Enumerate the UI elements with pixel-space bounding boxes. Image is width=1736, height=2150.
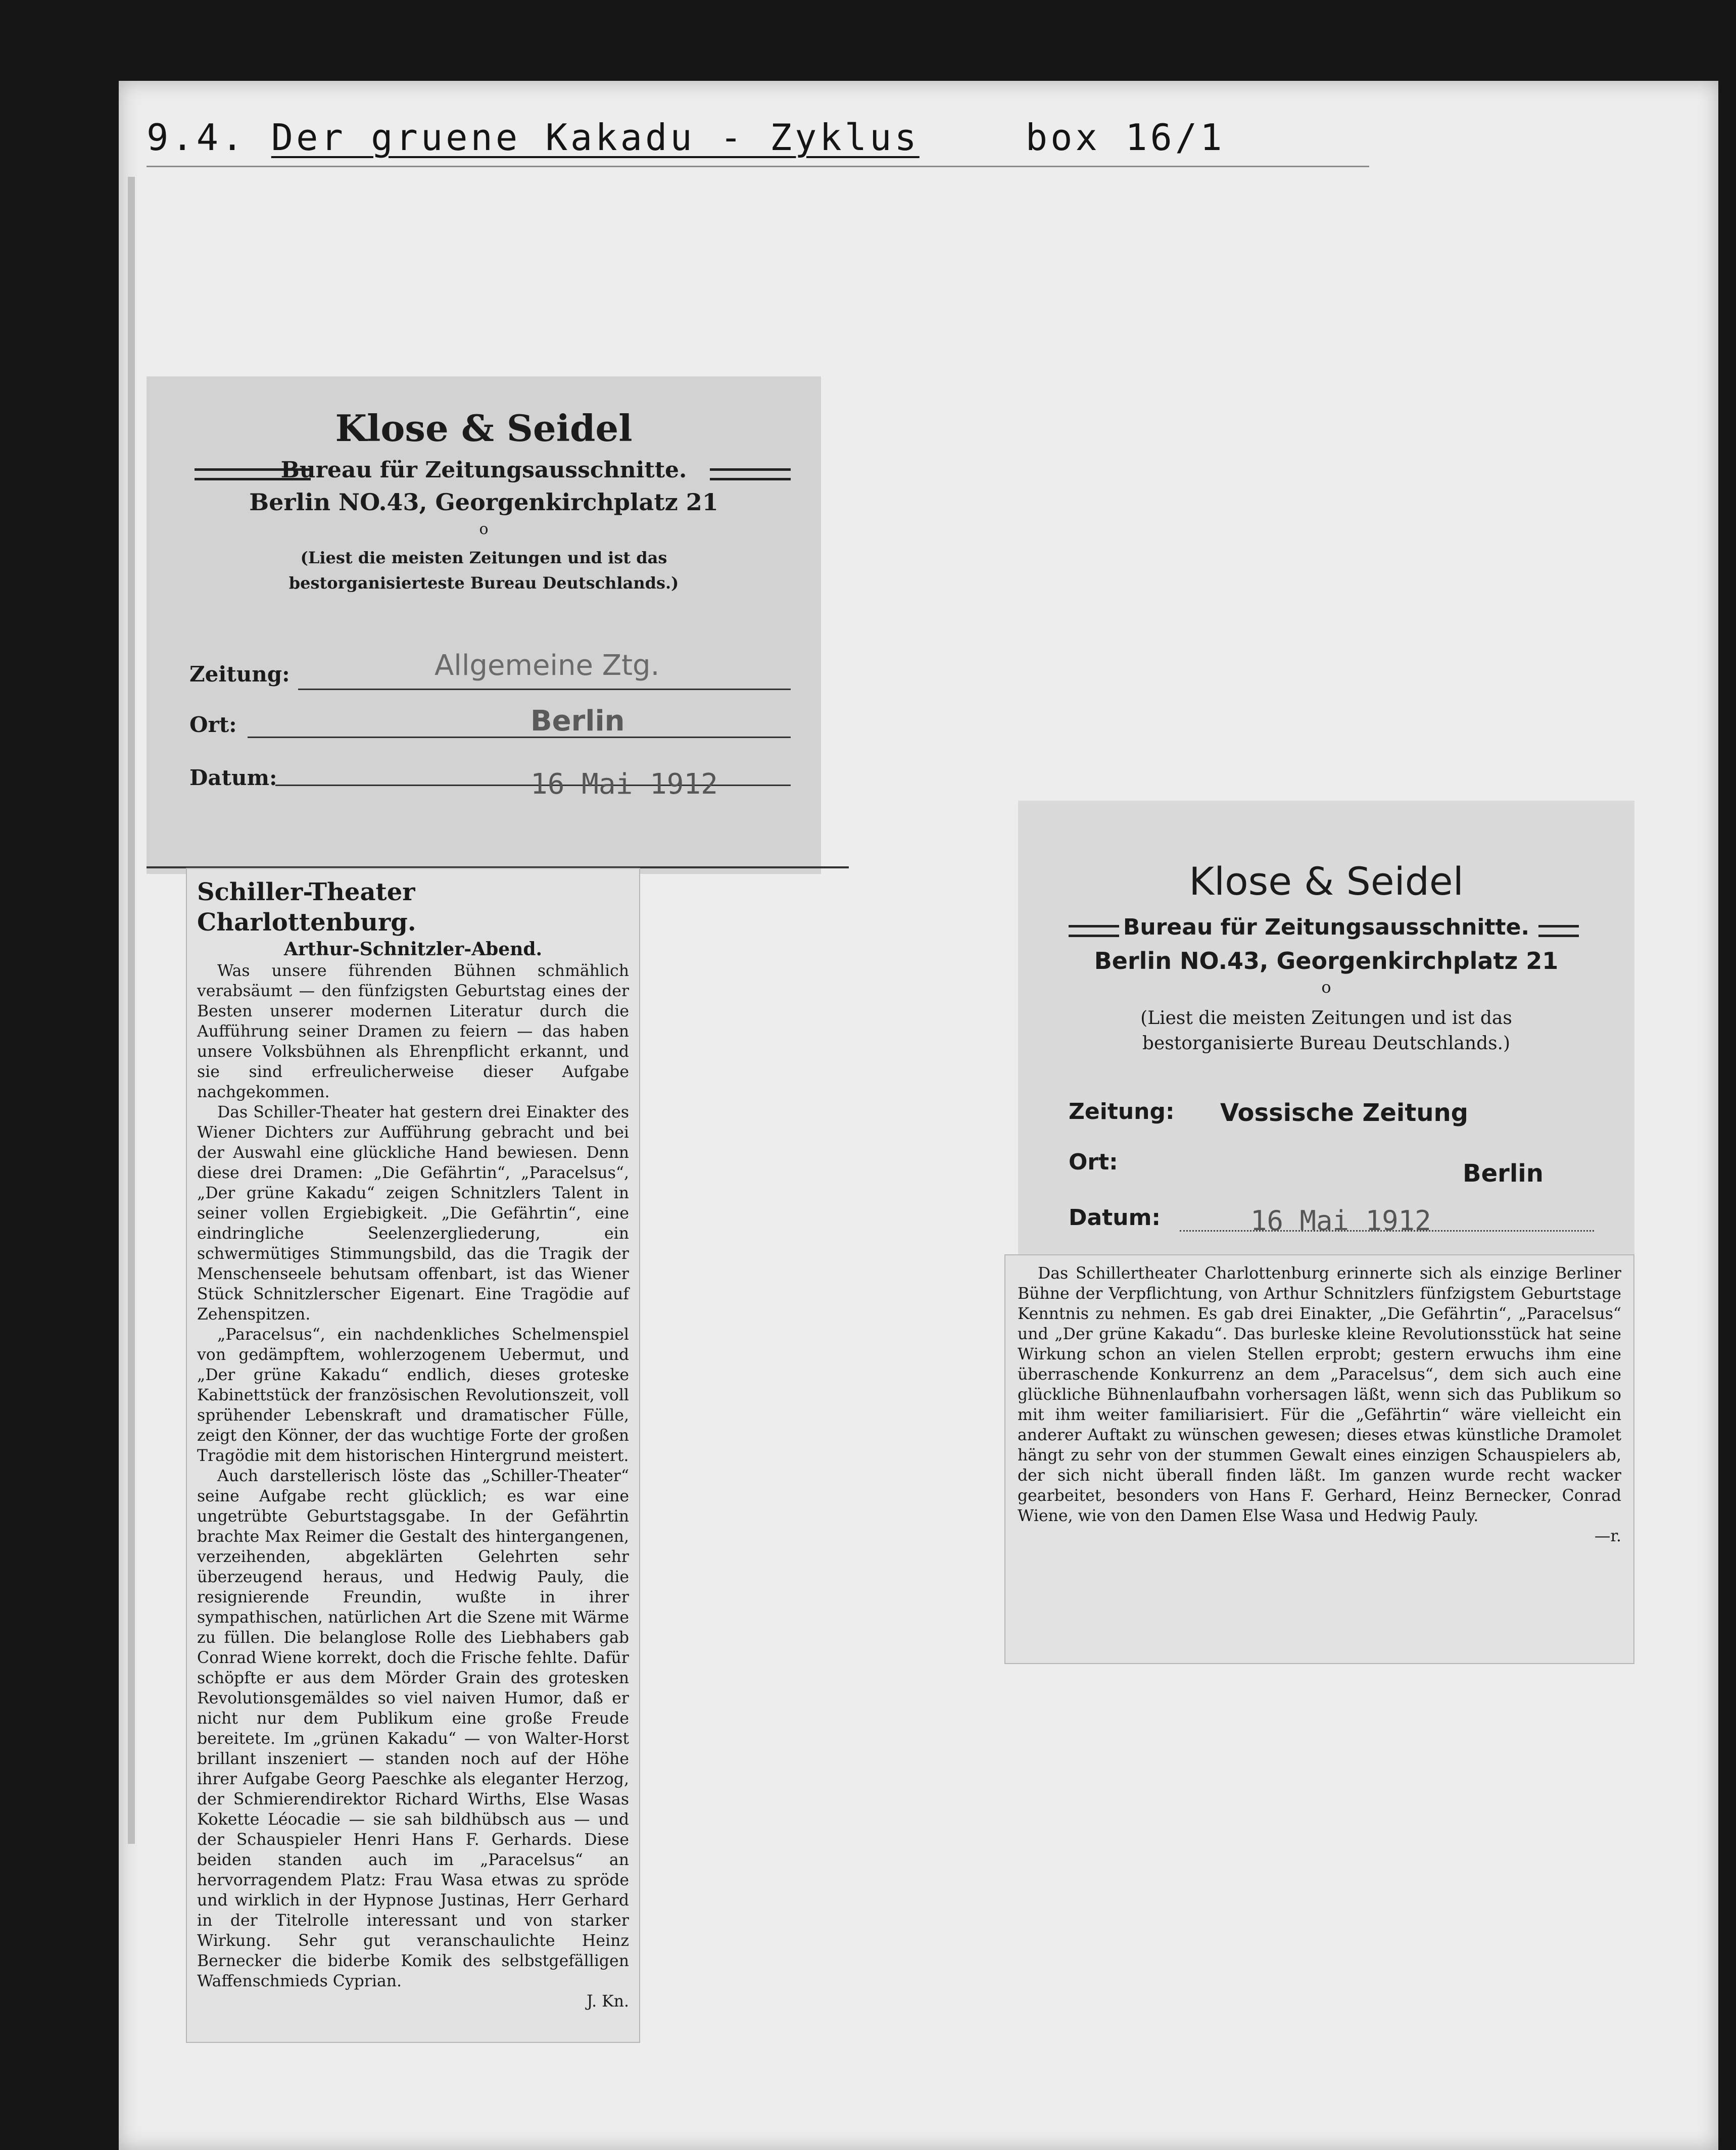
field-datum: Datum:	[1069, 1205, 1161, 1231]
article-title: Schiller-Theater Charlottenburg.	[197, 878, 416, 937]
article-signature: —r.	[1594, 1527, 1621, 1545]
article-paragraph: Das Schillertheater Charlottenburg erinnerte sich als einzige Berliner Bühne der Verpflichtung, von Arthur Schnitzlers fünfzigstem Geburtstage Kenntnis zu nehmen. Es gab drei Einakter, „Die Gefährtin“, „Paracelsus“ und „Der grüne Kakadu“. Das burleske kleine Revolutionsstück hat seine Wirkung schon an vielen Stellen erprobt; gestern erwuchs ihm eine überraschende Konkurrenz an dem „Paracelsus“, dem sich auch eine glückliche Bühnenlaufbahn vorhersagen läßt, wenn sich das Publikum so mit ihm weiter familiarisiert. Für die „Gefährtin“ wäre vielleicht ein anderer Auftakt zu wünschen gewesen; dieses etwas künstliche Dramolet hängt zu sehr von der stummen Gewalt eines einzigen Schauspielers ab, der sich nicht überall finden läßt. Im ganzen wurde recht wacker gearbeitet, besonders von Hans F. Gerhard, Heinz Bernecker, Conrad Wiene, wie von den Damen Else Wasa und Hedwig Pauly.	[1018, 1264, 1621, 1525]
field-zeitung: Zeitung:	[189, 662, 290, 687]
company-name: Klose & Seidel	[1189, 859, 1464, 904]
stamp-ort: Berlin	[531, 705, 625, 738]
field-ort: Ort:	[189, 712, 237, 737]
stamp-zeitung: Vossische Zeitung	[1220, 1099, 1469, 1127]
article-paragraph: Was unsere führenden Bühnen schmählich verabsäumt — den fünfzigsten Geburtstag eines der Besten unserer modernen Literatur durch die Aufführung seiner Dramen zu feiern — das haben unsere Volksbühnen als Ehrenpflicht erkannt, und sie sind erfreulicherweise dieser Aufgabe nachgekommen.	[197, 962, 629, 1101]
article-paragraph: Auch darstellerisch löste das „Schiller-Theater“ seine Aufgabe recht glücklich; es war eine ungetrübte Geburtstagsgabe. In der Gefährtin brachte Max Reimer die Gestalt des hintergangenen, verzeihenden, abgeklärten Gelehrten sehr überzeugend heraus, und Hedwig Pauly, die resignierende Freundin, wußte in ihrer sympathischen, natürlichen Art die Szene mit Wärme zu füllen. Die belanglose Rolle des Liebhabers gab Conrad Wiene korrekt, doch die Frische fehlte. Dafür schöpfte er aus dem Mörder Grain des grotesken Revolutionsgemäldes so viel naiven Humor, daß er nicht nur dem Publikum eine große Freude bereitete. Im „grünen Kakadu“ — von Walter-Horst brillant inszeniert — standen noch auf der Höhe ihrer Aufgabe Georg Paeschke als eleganter Herzog, der Schmierendirektor Richard Wirths, Else Wasas Kokette Léocadie — sie sah bildhübsch aus — und der Schauspieler Henri Hans F. Gerhards. Diese beiden standen auch im „Paracelsus“ an hervorragendem Platz: Frau Wasa etwas zu spröde und wirklich in der Hypnose Justinas, Herr Gerhard in der Titelrolle interessant und von starker Wirkung. Sehr gut veranschaulichte Heinz Bernecker die biderbe Komik des selbstgefälligen Waffenschmieds Cyprian.	[197, 1467, 629, 1990]
article-clipping-1	[187, 869, 639, 2042]
stamp-datum: 16 Mai 1912	[531, 768, 718, 801]
tagline-line-2: bestorganisierte Bureau Deutschlands.)	[1142, 1033, 1511, 1054]
bureau-service: Bureau für Zeitungsausschnitte.	[280, 457, 687, 483]
stamp-datum: 16 Mai 1912	[1250, 1205, 1431, 1237]
box-number: box 16/1	[1025, 116, 1225, 159]
field-datum: Datum:	[189, 765, 277, 790]
clipping-label-2: Klose & Seidel Bureau für Zeitungsausschnitte. Berlin NO.43, Georgenkirchplatz 21 o (Liest die meisten Zeitungen und ist das bestorganisierte Bureau Deutschlands.) Zeitung: Vossische Zeitung Ort: Berlin Datum: 16 Mai 1912	[1018, 801, 1634, 1286]
tagline-line-2: bestorganisierteste Bureau Deutschlands.)	[288, 573, 679, 593]
article-subtitle: Arthur-Schnitzler-Abend.	[283, 939, 543, 960]
article-clipping-2	[1005, 1255, 1633, 1663]
stamp-ort: Berlin	[1463, 1159, 1544, 1188]
stamp-zeitung: Allgemeine Ztg.	[435, 649, 660, 682]
archive-page	[119, 81, 1718, 2150]
bureau-address: Berlin NO.43, Georgenkirchplatz 21	[249, 488, 718, 516]
clipping-label-1: Klose & Seidel Bureau für Zeitungsausschnitte. Berlin NO.43, Georgenkirchplatz 21 o (Liest die meisten Zeitungen und ist das bestorganisierteste Bureau Deutschlands.) Zeitung: Allgemeine Ztg. Ort: Berlin Datum: 16 Mai 1912	[147, 376, 821, 874]
article-paragraph: „Paracelsus“, ein nachdenkliches Schelmenspiel von gedämpftem, wohlerzogenem Uebermut, und „Der grüne Kakadu“ endlich, dieses groteske Kabinettstück der französischen Revolutionszeit, voll sprühender Lebenskraft und dramatischer Fülle, zeigt den Könner, der das wuchtige Forte der großen Tragödie mit dem historischen Hintergrund meistert.	[197, 1326, 629, 1465]
tagline-line-1: (Liest die meisten Zeitungen und ist das	[300, 548, 667, 567]
bureau-service: Bureau für Zeitungsausschnitte.	[1123, 914, 1530, 940]
field-zeitung: Zeitung:	[1069, 1099, 1175, 1125]
folder-header	[147, 116, 1369, 167]
tagline-line-1: (Liest die meisten Zeitungen und ist das	[1140, 1008, 1512, 1029]
field-ort: Ort:	[1069, 1149, 1118, 1175]
article-paragraph: Das Schiller-Theater hat gestern drei Einakter des Wiener Dichters zur Aufführung gebracht und bei der Auswahl eine glückliche Hand bewiesen. Denn diese drei Dramen: „Die Gefährtin“, „Paracelsus“, „Der grüne Kakadu“ zeigen Schnitzlers Talent in seiner vollen Ergiebigkeit. „Die Gefährtin“, eine eindringliche Seelenzergliederung, ein schwermütiges Stimmungsbild, das die Tragik der Menschenseele behutsam offenbart, ist das Wiener Stück Schnitzlerscher Eigenart. Eine Tragödie auf Zehenspitzen.	[197, 1103, 629, 1324]
bureau-address: Berlin NO.43, Georgenkirchplatz 21	[1094, 947, 1559, 974]
cycle-title: Der gruene Kakadu - Zyklus	[271, 116, 920, 159]
section-number: 9.4.	[147, 116, 247, 159]
article-signature: J. Kn.	[586, 1992, 629, 2011]
company-name: Klose & Seidel	[335, 407, 633, 450]
page-edge	[128, 177, 135, 1844]
